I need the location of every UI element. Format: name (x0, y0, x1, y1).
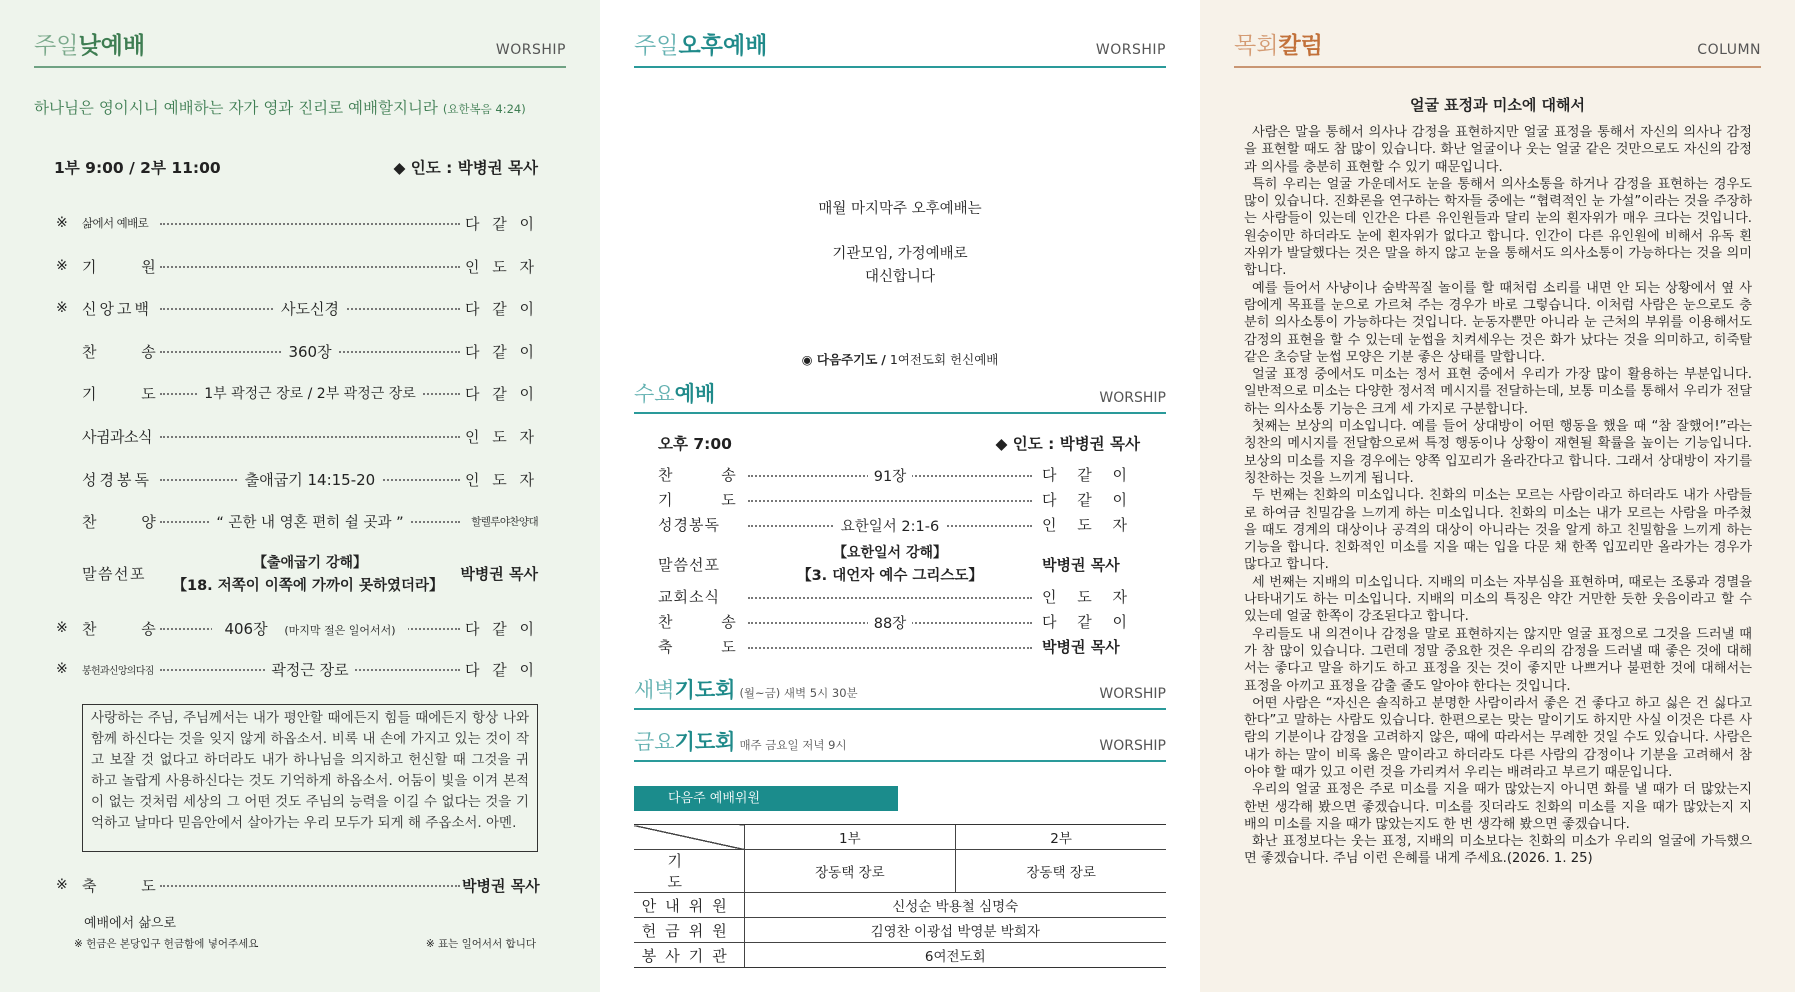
order-label: 성경봉독 (658, 516, 720, 534)
sermon-title: 【3. 대언자 예수 그리스도】 (797, 568, 983, 584)
column-paragraph: 우리의 얼굴 표정은 주로 미소를 지을 때가 많았는지 아니면 화를 낼 때가 더 많았는지 한번 생각해 봤으면 좋겠습니다. 미소를 짓더라도 친화의 미소를 지을 때가 많았는지 지배의 미소를 지을 때가 많았는지도 한 번 생각해 봤으면 좋겠습니다. (1244, 782, 1752, 832)
section-rule (634, 412, 1166, 414)
offering-note: ※ 헌금은 본당입구 헌금함에 넣어주세요 (74, 938, 259, 950)
column-paragraph: 사람은 말을 통해서 의사나 감정을 표현하지만 얼굴 표정을 통해서 자신의 의사나 감정을 표현할 때도 참 많이 있습니다. 화난 얼굴이나 웃는 얼굴 같은 것만으로도 자신의 감정과 의사를 충분히 표현할 수 있기 때문입니다. (1244, 125, 1752, 175)
order-row (56, 339, 538, 363)
standing-mark: ※ (56, 661, 68, 677)
order-performer: 다 같 이 (464, 619, 538, 638)
order-label: 찬 송 (658, 466, 758, 484)
column-body (1244, 124, 1752, 868)
column-tag: COLUMN (1697, 42, 1761, 58)
table-cell: 6여전도회 (744, 943, 1166, 968)
section-title: 금요기도회 매주 금요일 저녁 9시 (634, 730, 847, 754)
order-performer: 다 같 이 (1042, 466, 1136, 484)
section-header-dawn (634, 676, 1166, 710)
order-label: 말씀선포 (658, 556, 720, 574)
standing-mark: ※ (56, 258, 68, 274)
order-performer: 박병권 목사 (462, 876, 540, 895)
order-performer: 다 같 이 (1042, 613, 1136, 631)
section-rule (634, 760, 1166, 762)
dot-leader (160, 223, 460, 225)
section-header-wednesday (634, 380, 1166, 414)
standing-mark: ※ (56, 620, 68, 636)
standing-mark: ※ (56, 877, 68, 893)
table-cell: 장동택 장로 (956, 850, 1166, 893)
order-performer: 인 도 자 (1042, 588, 1136, 606)
table-row (634, 825, 1166, 850)
order-label: 교회소식 (658, 588, 720, 606)
order-detail: 요한일서 2:1-6 (835, 515, 945, 536)
section-title: 수요예배 (634, 382, 716, 406)
order-label: 찬 송 (82, 342, 176, 361)
sermon-series: 【요한일서 강해】 (832, 545, 948, 561)
order-label: 사귐과소식 (82, 427, 152, 446)
row-label: 헌금위원 (634, 918, 744, 943)
sermon-block (82, 550, 538, 598)
order-performer: 다 같 이 (464, 299, 538, 318)
standing-note: ※ 표는 일어서서 합니다 (425, 938, 536, 950)
scripture-verse: 하나님은 영이시니 예배하는 자가 영과 진리로 예배할지니라 (요한복음 4:24) (34, 99, 526, 117)
table-cell: 장동택 장로 (744, 850, 956, 893)
table-cell: 신성순 박용철 심명숙 (744, 893, 1166, 918)
footer-motto: 예배에서 삶으로 (84, 916, 177, 931)
panel-header (1234, 28, 1761, 68)
header-rule (1234, 66, 1761, 68)
order-performer: 인 도 자 (464, 427, 538, 446)
order-detail-note: (마지막 절은 일어서서) (278, 624, 401, 637)
column-paragraph: 두 번째는 친화의 미소입니다. 친화의 미소는 모르는 사람이라고 하더라도 내가 사람들로 하여금 친밀감을 느끼게 하는 미소입니다. 친화의 미소는 내가 모르는 사람을 마주쳤을 때도 경계의 대상이나 공격의 대상이 아니라는 것을 알게 하고 친밀함을 느끼게 하는 기능을 합니다. 친화적인 미소를 지을 때는 입을 다문 채 한쪽 입꼬리만 올라가는 경우가 많다고 합니다. (1244, 488, 1752, 573)
order-row (658, 636, 1142, 658)
section-header-friday (634, 728, 1166, 762)
worship-tag: WORSHIP (1099, 738, 1166, 754)
sunday-morning-panel (0, 0, 600, 992)
order-label: 기 도 (82, 384, 176, 403)
order-row (56, 296, 538, 320)
order-row (658, 611, 1142, 633)
section-rule (634, 708, 1166, 710)
header-rule (34, 66, 566, 68)
next-week-prayer: ◉ 다음주기도 / 1여전도회 헌신예배 (801, 352, 999, 367)
column-paragraph: 어떤 사람은 “자신은 솔직하고 분명한 사람이라서 좋은 건 좋다고 하고 싫은 건 싫다고 한다”고 말하는 사람도 있습니다. 한편으로는 맞는 말이기도 하지만 사실 이것은 다른 사람의 기분이나 감정을 고려하지 않은, 때에 따라서는 무례한 것일 수도 있습니다. 사람은 내가 하는 말이 비록 옳은 말이라고 하더라도 다른 사람의 감정이나 기분을 고려해서 참아야 할 때가 있고 이런 것을 가리켜서 우리는 배려라고 부르기 때문입니다. (1244, 695, 1752, 780)
table-row (634, 850, 1166, 893)
column-header: 2부 (956, 825, 1166, 850)
service-time: 오후 7:00 (658, 435, 732, 453)
order-row (658, 586, 1142, 608)
dot-leader (748, 500, 1032, 502)
order-detail: 406장 (218, 620, 273, 638)
order-detail: 88장 (868, 612, 912, 633)
preacher: 박병권 목사 (1042, 556, 1120, 574)
order-performer: 다 같 이 (464, 214, 538, 233)
service-leader: ◆ 인도 : 박병권 목사 (393, 159, 538, 177)
order-performer: 박병권 목사 (1042, 638, 1120, 656)
worship-tag: WORSHIP (495, 42, 566, 58)
dot-leader (748, 647, 1032, 649)
sunday-afternoon-panel (600, 0, 1200, 992)
table-row (634, 943, 1166, 968)
order-detail: 1부 곽정근 장로 / 2부 곽정근 장로 (198, 383, 422, 403)
order-detail: 360장 (282, 341, 337, 362)
column-paragraph: 화난 표정보다는 웃는 표정, 지배의 미소보다는 친화의 미소가 우리의 얼굴에 가득했으면 좋겠습니다. 주님 이런 은혜를 내게 주세요.(2026. 1. 25) (1244, 834, 1752, 867)
panel-title: 주일낮예배 (34, 33, 146, 59)
order-row (56, 509, 538, 533)
table-row (634, 918, 1166, 943)
order-label: 삶에서 예배로 (82, 216, 149, 230)
column-paragraph: 세 번째는 지배의 미소입니다. 지배의 미소는 자부심을 표현하며, 때로는 조롱과 경멸을 나타내기도 하는 미소입니다. 지배의 미소의 특징은 약간 거만한 듯한 웃음이라고 할 수 있는데 얼굴 한쪽이 강조된다고 합니다. (1244, 574, 1752, 625)
order-row (56, 381, 538, 405)
order-label: 성경봉독 (82, 470, 152, 489)
order-label: 찬 송 (658, 613, 758, 631)
column-title: 얼굴 표정과 미소에 대해서 (1409, 96, 1586, 114)
pastor-column-panel (1200, 0, 1795, 992)
worship-tag: WORSHIP (1095, 42, 1166, 58)
dot-leader (748, 597, 1032, 599)
order-label: 축 도 (658, 638, 758, 656)
table-cell: 김영찬 이광섭 박영분 박희자 (744, 918, 1166, 943)
order-label: 찬 송 (82, 619, 176, 638)
order-label: 기 도 (658, 491, 758, 509)
worship-tag: WORSHIP (1099, 686, 1166, 702)
order-label: 축 도 (82, 876, 176, 895)
column-header: 1부 (744, 825, 956, 850)
standing-mark: ※ (56, 215, 68, 231)
table-row (634, 893, 1166, 918)
column-paragraph: 얼굴 표정 중에서도 미소는 정서 표현 중에서 우리가 가장 많이 활용하는 부분입니다. 일반적으로 미소는 다양한 정서적 메시지를 전달하는데, 보통 미소를 통해서 우리가 전달하는 의사소통 기능은 크게 세 가지로 구분합니다. (1244, 367, 1752, 417)
dot-leader (160, 436, 460, 438)
order-row (658, 464, 1142, 486)
order-label: 봉헌과신앙의다짐 (82, 665, 154, 677)
section-title: 새벽기도회 (월~금) 새벽 5시 30분 (634, 678, 858, 702)
order-row (56, 657, 538, 681)
order-detail: 91장 (868, 465, 912, 486)
order-detail: 곽정근 장로 (265, 659, 354, 680)
order-row (56, 254, 538, 278)
order-row (658, 489, 1142, 511)
order-performer: 할렐루야찬양대 (471, 515, 538, 528)
order-performer: 다 같 이 (1042, 491, 1136, 509)
duty-band: 다음주 예배위원 (634, 786, 898, 811)
section-subtitle: (월~금) 새벽 5시 30분 (739, 686, 858, 700)
afternoon-notice: 매월 마지막주 오후예배는 기관모임, 가정예배로 대신합니다 (818, 201, 982, 285)
row-label: 봉사기관 (634, 943, 744, 968)
order-row (56, 873, 538, 897)
sermon-title: 【18. 저쪽이 이쪽에 가까이 못하였더라】 (172, 578, 444, 594)
order-label: 찬 양 (82, 512, 176, 531)
standing-mark: ※ (56, 300, 68, 316)
order-performer: 다 같 이 (464, 342, 538, 361)
order-performer: 다 같 이 (464, 384, 538, 403)
row-label: 기 도 (634, 850, 744, 893)
order-performer: 인 도 자 (464, 470, 538, 489)
worship-tag: WORSHIP (1099, 390, 1166, 406)
column-paragraph: 첫째는 보상의 미소입니다. 예를 들어 상대방이 어떤 행동을 했을 때 “참 잘했어!”라는 칭찬의 메시지를 전달함으로써 특정 행동이나 상황이 재현될 확률을 높이는 기능입니다. 보상의 미소를 지을 경우에는 양쪽 입꼬리가 올라간다고 합니다. 그래서 상대방이 자기를 칭찬하는 것을 느끼게 됩니다. (1244, 419, 1752, 486)
order-row (56, 424, 538, 448)
sermon-series: 【출애굽기 강해】 (252, 555, 368, 571)
duty-table (634, 824, 1166, 968)
order-performer: 인 도 자 (1042, 516, 1136, 534)
dot-leader (160, 885, 460, 887)
order-detail: “ 곤한 내 영혼 편히 쉴 곳과 ” (210, 511, 409, 532)
header-rule (634, 66, 1166, 68)
panel-title: 주일오후예배 (634, 33, 768, 59)
order-row (56, 616, 538, 640)
service-times: 1부 9:00 / 2부 11:00 (54, 159, 221, 177)
order-performer: 인 도 자 (464, 257, 538, 276)
verse-reference: (요한복음 4:24) (442, 102, 526, 116)
column-paragraph: 우리들도 내 의견이나 감정을 말로 표현하지는 않지만 얼굴 표정으로 그것을 드러낼 때가 참 많이 있습니다. 그런데 정말 중요한 것은 우리의 감정을 드러낼 때 좋은 것에 대해서는 좋다고 말을 하기도 하고 표정을 짓는 것이 좋지만 나쁘거나 불편한 것에 대해서는 표정을 아끼고 표정을 감출 줄도 알아야 한다는 것입니다. (1244, 626, 1752, 694)
order-performer: 다 같 이 (464, 660, 538, 679)
section-subtitle: 매주 금요일 저녁 9시 (739, 738, 847, 752)
service-leader: ◆ 인도 : 박병권 목사 (995, 435, 1140, 453)
sermon-block (658, 542, 1142, 588)
panel-title: 목회칼럼 (1234, 33, 1323, 59)
order-row (56, 467, 538, 491)
order-row (658, 514, 1142, 536)
order-row (56, 211, 538, 235)
order-label: 신앙고백 (82, 299, 152, 318)
order-detail: 사도신경 (275, 298, 345, 319)
column-paragraph: 예를 들어서 사냥이나 숨박꼭질 놀이를 할 때처럼 소리를 내면 안 되는 상황에서 옆 사람에게 목표를 눈으로 가르쳐 주는 경우가 바로 그렇습니다. 이처럼 사람은 눈으로도 충분히 의사소통이 가능하다는 것입니다. 눈동자뿐만 아니라 눈 근처의 부위를 이용해서도 감정의 표현을 할 수 있는데 눈썹을 치켜세우는 것은 화가 났다는 것을 의미하고, 히죽탈 같은 초승달 눈썹 모양은 기분 좋은 상태를 말합니다. (1244, 280, 1752, 365)
prayer-box: 사랑하는 주님, 주님께서는 내가 평안할 때에든지 힘들 때에든지 항상 나와 함께 하신다는 것을 잊지 않게 하옵소서. 비록 내 손에 가지고 있는 것이 작고 보잘 것 없다고 하더라도 내가 하나님을 의지하고 헌신할 때 그것을 귀하고 놀랍게 사용하신다는 것도 기억하게 하옵소서. 어둠이 빛을 이겨 본적이 없는 것처럼 세상의 그 어떤 것도 주님의 능력을 이길 수 없다는 것을 기억하고 날마다 믿음안에서 살아가는 우리 모두가 되게 해 주옵소서. 아멘. (82, 704, 538, 852)
order-label: 기 원 (82, 257, 176, 276)
row-label: 안내위원 (634, 893, 744, 918)
order-label: 말씀선포 (82, 565, 146, 583)
panel-header (634, 28, 1166, 68)
order-detail: 출애굽기 14:15-20 (239, 469, 381, 490)
panel-header (34, 28, 566, 68)
dot-leader (160, 266, 460, 268)
column-paragraph: 특히 우리는 얼굴 가운데서도 눈을 통해서 의사소통을 하거나 감정을 표현하는 경우도 많이 있습니다. 진화론을 연구하는 학자들 중에는 “협력적인 눈 가설”이라는 것을 주장하는 사람들이 있는데 인간은 다른 유인원들과 달리 눈의 흰자위가 매우 크다는 것입니다. 원숭이만 하더라도 눈에 흰자위가 없다고 합니다. 인간이 다른 유인원에 비해서 유독 흰자위가 발달했다는 것은 말을 하지 않고 눈을 통해서도 의사소통이 가능하다는 것을 의미합니다. (1244, 176, 1752, 279)
corner-cell (634, 825, 744, 850)
preacher: 박병권 목사 (460, 565, 538, 583)
